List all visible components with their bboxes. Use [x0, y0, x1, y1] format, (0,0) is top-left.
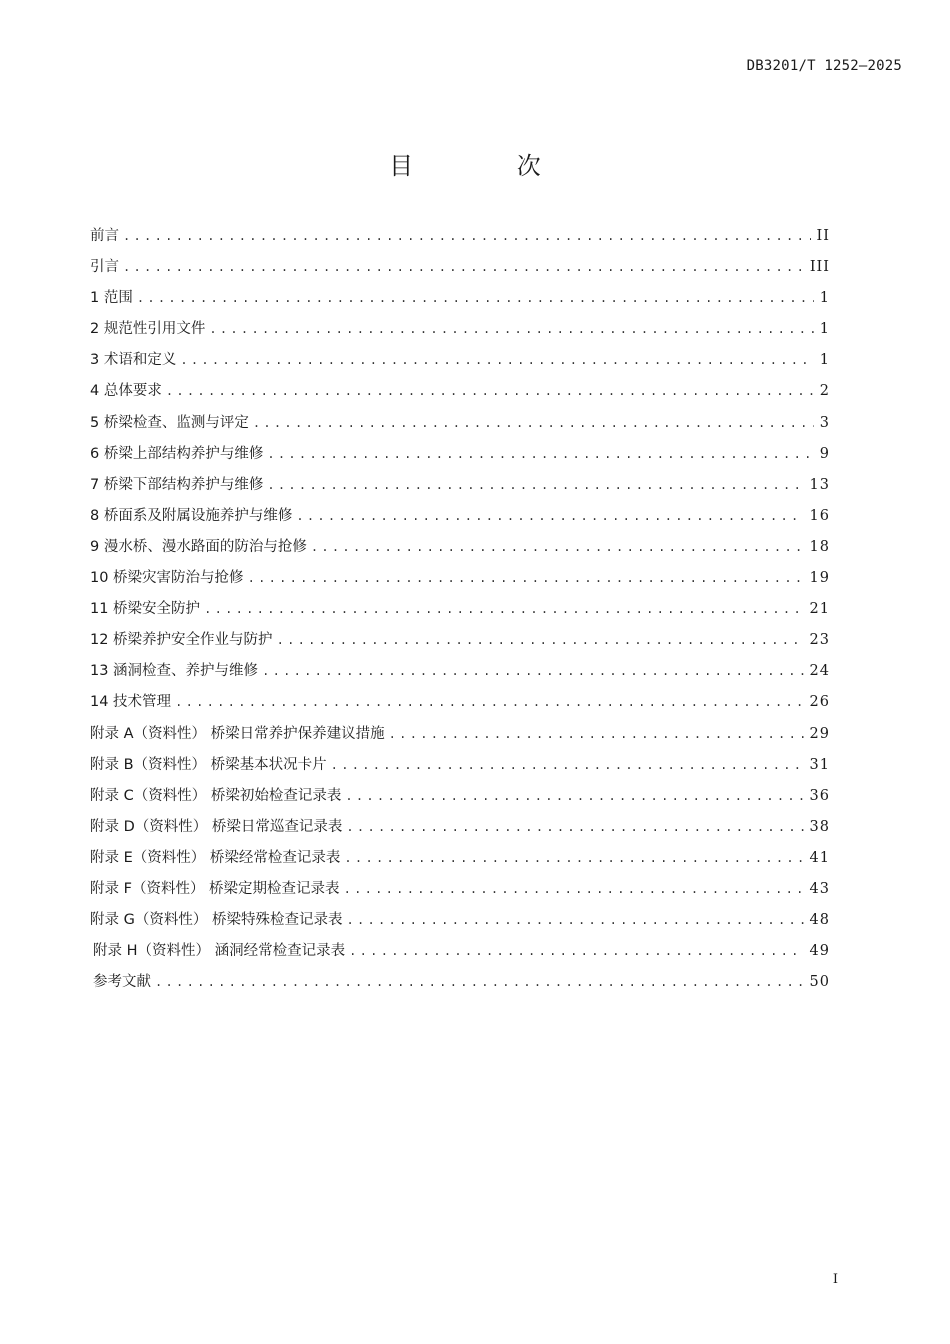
toc-leader-dots — [344, 851, 803, 865]
toc-entry-page: 43 — [809, 880, 830, 897]
document-code: DB3201/T 1252—2025 — [746, 58, 902, 74]
toc-entry[interactable] — [90, 722, 830, 753]
toc-entry-page: 21 — [809, 601, 830, 618]
toc-leader-dots — [248, 571, 804, 585]
toc-entry-page: 24 — [809, 663, 830, 680]
toc-entry-label: 11 桥梁安全防护 — [90, 601, 201, 618]
toc-leader-dots — [267, 478, 803, 492]
toc-entry[interactable] — [90, 255, 830, 286]
toc-entry[interactable] — [90, 628, 830, 659]
toc-entry-label: 7 桥梁下部结构养护与维修 — [90, 476, 264, 493]
toc-entry-page: 38 — [809, 818, 830, 835]
toc-leader-dots — [175, 695, 803, 709]
toc-leader-dots — [345, 789, 803, 803]
toc-leader-dots — [389, 727, 804, 741]
toc-leader-dots — [209, 322, 813, 336]
toc-entry[interactable] — [90, 566, 830, 597]
toc-entry-label: 附录 D（资料性） 桥梁日常巡查记录表 — [90, 818, 343, 835]
table-of-contents — [90, 224, 830, 1001]
toc-entry-label: 13 涵洞检查、养护与维修 — [90, 663, 259, 680]
toc-leader-dots — [123, 229, 811, 243]
toc-leader-dots — [123, 260, 804, 274]
toc-entry-page: 41 — [809, 849, 830, 866]
toc-entry-page: 29 — [809, 725, 830, 742]
toc-entry-label: 参考文献 — [93, 974, 151, 991]
toc-entry[interactable] — [90, 411, 830, 442]
toc-entry[interactable] — [90, 442, 830, 473]
toc-entry-page: 13 — [809, 476, 830, 493]
toc-entry[interactable] — [90, 846, 830, 877]
toc-entry[interactable] — [90, 753, 830, 784]
toc-entry-label: 1 范围 — [90, 290, 133, 307]
toc-entry-page: 1 — [819, 352, 830, 369]
toc-leader-dots — [344, 882, 804, 896]
toc-entry-page: 16 — [809, 507, 830, 524]
toc-entry[interactable] — [90, 659, 830, 690]
toc-leader-dots — [166, 384, 814, 398]
toc-entry[interactable] — [90, 815, 830, 846]
toc-entry-label: 5 桥梁检查、监测与评定 — [90, 414, 249, 431]
toc-entry-page: 48 — [809, 912, 830, 929]
toc-entry[interactable] — [90, 473, 830, 504]
toc-leader-dots — [331, 758, 804, 772]
toc-leader-dots — [253, 416, 814, 430]
toc-entry[interactable] — [90, 379, 830, 410]
toc-leader-dots — [137, 291, 814, 305]
page-title: 目 次 — [389, 152, 589, 180]
toc-entry-page: 1 — [819, 321, 830, 338]
toc-leader-dots — [267, 447, 813, 461]
toc-entry[interactable] — [90, 535, 830, 566]
toc-entry-label: 3 术语和定义 — [90, 352, 177, 369]
toc-entry-page: 19 — [809, 570, 830, 587]
toc-entry-label: 附录 A（资料性） 桥梁日常养护保养建议措施 — [90, 725, 385, 742]
toc-leader-dots — [346, 913, 803, 927]
toc-leader-dots — [180, 353, 813, 367]
toc-leader-dots — [262, 664, 803, 678]
toc-entry-label: 10 桥梁灾害防治与抢修 — [90, 570, 244, 587]
toc-entry-label: 引言 — [90, 259, 119, 276]
toc-entry-page: 3 — [819, 414, 830, 431]
toc-entry-label: 8 桥面系及附属设施养护与维修 — [90, 507, 293, 524]
toc-entry[interactable] — [90, 939, 830, 970]
toc-entry-label: 附录 B（资料性） 桥梁基本状况卡片 — [90, 756, 327, 773]
toc-entry[interactable] — [90, 348, 830, 379]
toc-entry[interactable] — [90, 286, 830, 317]
toc-entry-page: 50 — [809, 974, 830, 991]
toc-entry-label: 附录 H（资料性） 涵洞经常检查记录表 — [93, 943, 346, 960]
toc-entry-label: 附录 C（资料性） 桥梁初始检查记录表 — [90, 787, 342, 804]
toc-leader-dots — [311, 540, 804, 554]
toc-entry-page: 18 — [809, 538, 830, 555]
toc-leader-dots — [204, 602, 803, 616]
toc-entry-page: 1 — [819, 290, 830, 307]
toc-entry-page: II — [816, 228, 830, 244]
toc-entry-label: 9 漫水桥、漫水路面的防治与抢修 — [90, 538, 307, 555]
toc-entry[interactable] — [90, 317, 830, 348]
toc-entry-label: 附录 F（资料性） 桥梁定期检查记录表 — [90, 880, 340, 897]
toc-entry-page: 31 — [809, 756, 830, 773]
toc-entry[interactable] — [90, 908, 830, 939]
toc-entry[interactable] — [90, 784, 830, 815]
toc-entry-label: 附录 E（资料性） 桥梁经常检查记录表 — [90, 849, 341, 866]
page-number: I — [832, 1272, 838, 1287]
toc-entry-label: 附录 G（资料性） 桥梁特殊检查记录表 — [90, 912, 343, 929]
toc-leader-dots — [349, 944, 803, 958]
toc-leader-dots — [346, 820, 803, 834]
toc-leader-dots — [296, 509, 803, 523]
toc-entry-page: III — [809, 259, 830, 276]
toc-entry-page: 2 — [819, 383, 830, 400]
toc-entry-page: 36 — [809, 787, 830, 804]
toc-entry-label: 前言 — [90, 228, 119, 244]
toc-entry[interactable] — [90, 690, 830, 721]
toc-entry-label: 2 规范性引用文件 — [90, 321, 206, 338]
toc-entry[interactable] — [90, 504, 830, 535]
toc-entry-page: 9 — [819, 445, 830, 462]
toc-entry-page: 49 — [809, 943, 830, 960]
toc-entry[interactable] — [90, 597, 830, 628]
toc-entry[interactable] — [90, 970, 830, 1001]
toc-entry-label: 4 总体要求 — [90, 383, 162, 400]
toc-entry-label: 6 桥梁上部结构养护与维修 — [90, 445, 264, 462]
toc-leader-dots — [277, 633, 804, 647]
toc-entry-label: 12 桥梁养护安全作业与防护 — [90, 632, 273, 649]
toc-leader-dots — [155, 975, 804, 989]
toc-entry-page: 26 — [809, 694, 830, 711]
toc-entry[interactable] — [90, 224, 830, 255]
toc-entry-page: 23 — [809, 632, 830, 649]
toc-entry-label: 14 技术管理 — [90, 694, 172, 711]
toc-entry[interactable] — [90, 877, 830, 908]
